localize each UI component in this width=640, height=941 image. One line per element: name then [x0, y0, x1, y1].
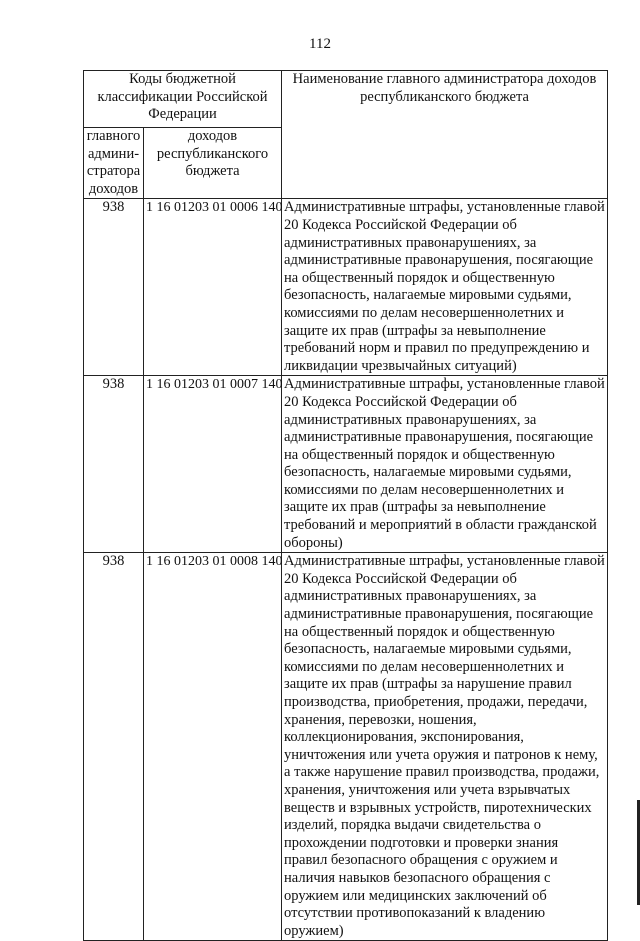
- revenue-code-cell: 1 16 01203 01 0007 140: [144, 376, 282, 553]
- revenue-name-cell: Административные штрафы, установленные главой 20 Кодекса Российской Федерации об административных правонарушениях, за административные правонарушения, посягающие на общественный порядок и общественную безопасность, налагаемые мировыми судьями, комиссиями по делам несовершеннолетних и защите их прав (штрафы за нарушение правил производства, приобретения, продажи, передачи, хранения, перевозки, ношения, коллекционирования, экспонирования, уничтожения или учета оружия и патронов к нему, а также нарушение правил производства, продажи, хранения, уничтожения или учета взрывчатых веществ и взрывных устройств, пиротехнических изделий, порядка выдачи свидетельства о прохождении подготовки и проверки знания правил безопасного обращения с оружием и наличия навыков безопасного обращения с оружием или медицинских заключений об отсутствии противопоказаний к владению оружием): [282, 553, 608, 941]
- admin-code-cell: 938: [84, 376, 144, 553]
- admin-code-cell: 938: [84, 199, 144, 376]
- table-row: [84, 199, 608, 376]
- revenue-name-cell: Административные штрафы, установленные главой 20 Кодекса Российской Федерации об административных правонарушениях, за административные правонарушения, посягающие на общественный порядок и общественную безопасность, налагаемые мировыми судьями, комиссиями по делам несовершеннолетних и защите их прав (штрафы за невыполнение требований норм и правил по предупреждению и ликвидации чрезвычайных ситуаций): [282, 199, 608, 376]
- revenue-name-cell: Административные штрафы, установленные главой 20 Кодекса Российской Федерации об административных правонарушениях, за административные правонарушения, посягающие на общественный порядок и общественную безопасность, налагаемые мировыми судьями, комиссиями по делам несовершеннолетних и защите их прав (штрафы за невыполнение требований и мероприятий в области гражданской обороны): [282, 376, 608, 553]
- revenue-code-cell: 1 16 01203 01 0006 140: [144, 199, 282, 376]
- budget-classification-table: [83, 70, 608, 941]
- revenue-code-cell: 1 16 01203 01 0008 140: [144, 553, 282, 941]
- table-row: [84, 553, 608, 941]
- admin-code-cell: 938: [84, 553, 144, 941]
- header-name-column: Наименование главного администратора доходов республиканского бюджета: [282, 71, 608, 199]
- page-number: 112: [309, 36, 331, 52]
- header-revenue-column: доходов республиканского бюджета: [144, 128, 282, 199]
- header-group-title: Коды бюджетной классификации Российской Федерации: [84, 71, 282, 128]
- table-header-row: [84, 71, 608, 128]
- header-admin-column: главного админи-стратора доходов: [84, 128, 144, 199]
- table-row: [84, 376, 608, 553]
